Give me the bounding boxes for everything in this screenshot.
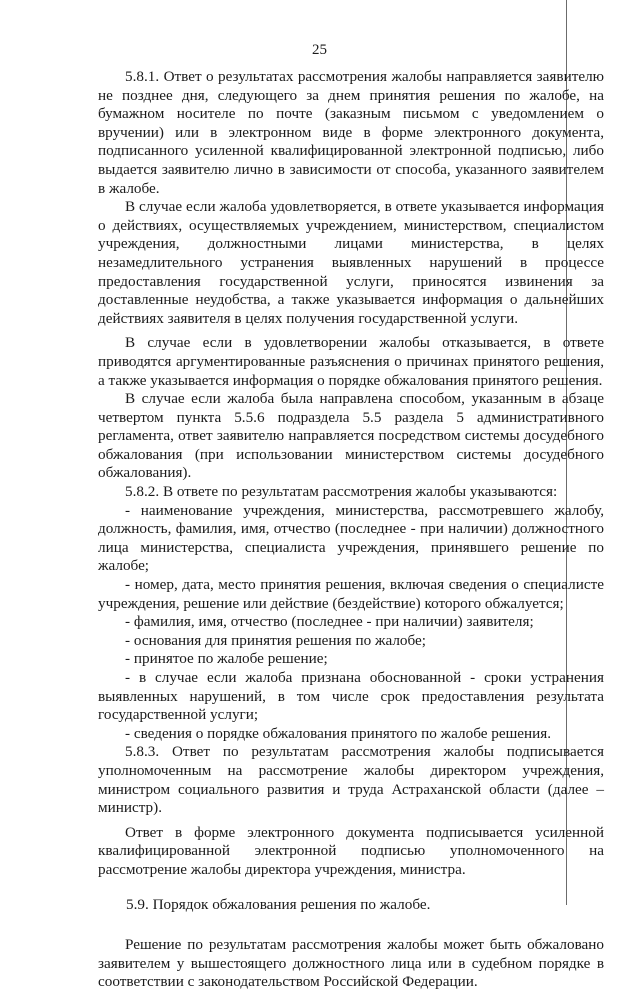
page-number: 25 [312,42,327,58]
list-item-decision-grounds: - основания для принятия решения по жалобе; [125,631,426,649]
list-item-decision-taken: - принятое по жалобе решение; [125,650,328,668]
paragraph-5-8-1: 5.8.1. Ответ о результатах рассмотрения жалобы направляется заявителю не позднее дня, следующего за днем принятия решения по жалобе, на бумажном носителе по почте (заказным письмом с уведомлением о вручении) или в электронном виде в форме электронного документа, подписанного усиленной квалифицированной электронной подписью, либо выдается заявителю лично в зависимости от способа, указанного заявителем в жалобе. [98,68,604,197]
list-item-institution-name: - наименование учреждения, министерства, рассмотревшего жалобу, должность, фамилия, имя, отчество (последнее - при наличии) должностного лица министерства, специалиста учреждения, принявшего решение по жалобе; [98,501,604,575]
list-item-decision-number: - номер, дата, место принятия решения, включая сведения о специалисте учреждения, решение или действие (бездействие) которого обжалуется; [98,576,604,612]
paragraph-electronic-signature: Ответ в форме электронного документа подписывается усиленной квалифицированной электронной подписью уполномоченного на рассмотрение жалобы директора учреждения, министра. [98,823,604,878]
list-item-applicant-name: - фамилия, имя, отчество (последнее - при наличии) заявителя; [125,613,534,631]
paragraph-5-8-3: 5.8.3. Ответ по результатам рассмотрения жалобы подписывается уполномоченным на рассмотрение жалобы директором учреждения, министром социального развития и труда Астраханской области (далее – министр). [98,743,604,817]
paragraph-5-8-2: 5.8.2. В ответе по результатам рассмотрения жалобы указываются: [125,483,558,501]
list-item-remedy-deadlines: - в случае если жалоба признана обоснованной - сроки устранения выявленных нарушений, в том числе срок предоставления результата государственной услуги; [98,669,604,724]
paragraph-complaint-refused: В случае если в удовлетворении жалобы отказывается, в ответе приводятся аргументированные разъяснения о причинах принятого решения, а также указывается информация о порядке обжалования принятого решения. [98,334,604,389]
paragraph-appeal-decision: Решение по результатам рассмотрения жалобы может быть обжаловано заявителем у вышестоящего должностного лица или в судебном порядке в соответствии с законодательством Российской Федерации. [98,936,604,991]
body-text [98,68,604,992]
paragraph-pre-trial-system: В случае если жалоба была направлена способом, указанным в абзаце четвертом пункта 5.5.6 подраздела 5.5 раздела 5 административного регламента, ответ заявителю направляется посредством системы досудебного обжалования (при использовании министерством системы досудебного обжалования). [98,390,604,482]
paragraph-complaint-satisfied: В случае если жалоба удовлетворяется, в ответе указывается информация о действиях, осуществляемых учреждением, министерством, специалистом учреждения, должностными лицами министерства, в целях незамедлительного устранения выявленных нарушений в процессе предоставления государственной услуги, приносятся извинения за доставленные неудобства, а также указывается информация о дальнейших действиях заявителя в целях получения государственной услуги. [98,198,604,327]
list-item-appeal-procedure: - сведения о порядке обжалования принятого по жалобе решения. [125,724,552,742]
section-heading-5-9: 5.9. Порядок обжалования решения по жалобе. [126,895,431,913]
